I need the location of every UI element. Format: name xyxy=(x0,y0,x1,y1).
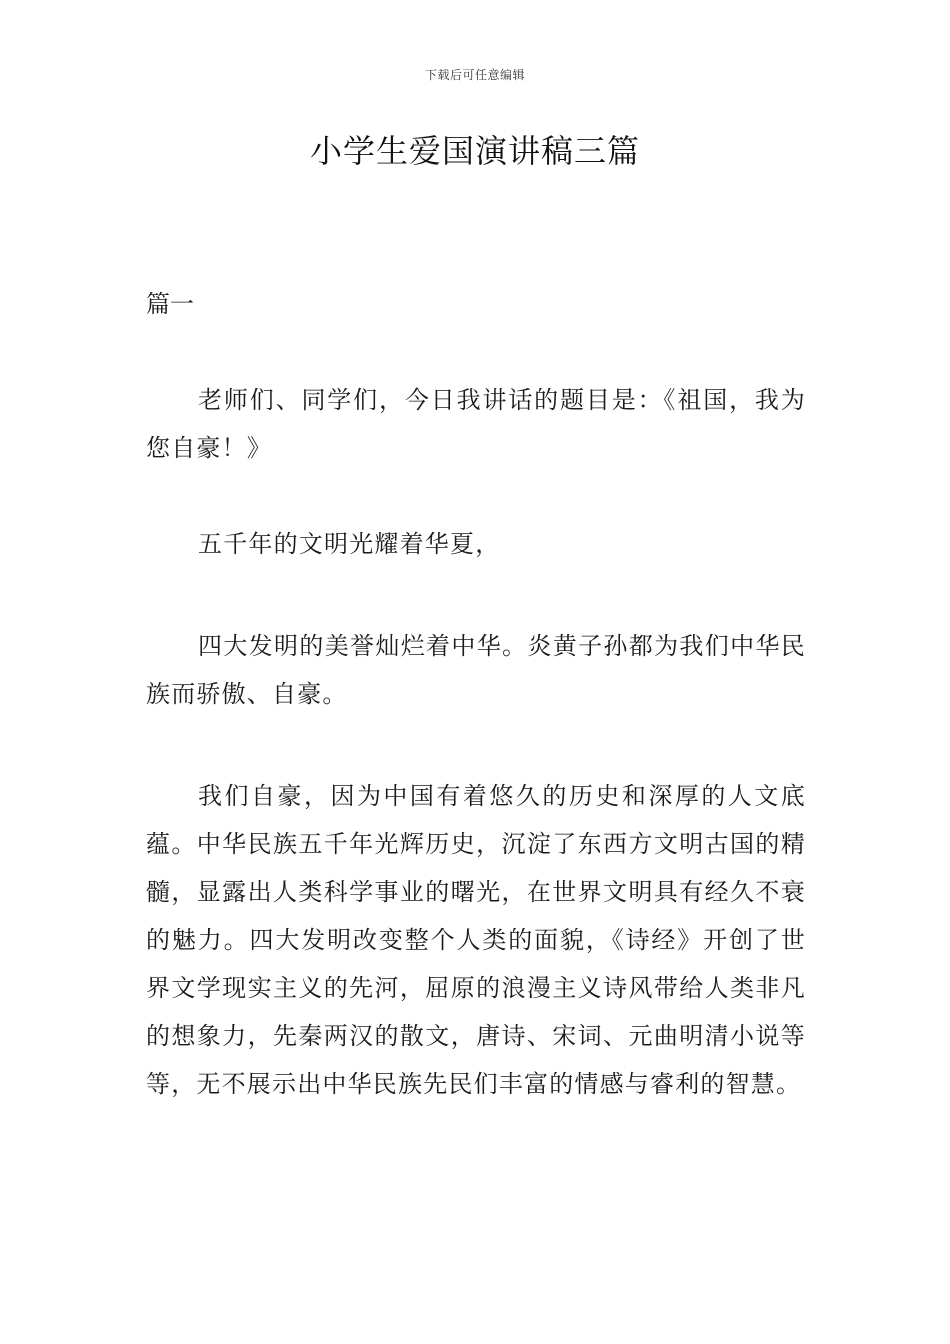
header-note: 下载后可任意编辑 xyxy=(424,68,525,82)
paragraph: 五千年的文明光耀着华夏， xyxy=(198,530,501,558)
section-heading: 篇一 xyxy=(146,290,194,318)
paragraph: 老师们、同学们，今日我讲话的题目是：《祖国，我为您自豪！》 xyxy=(146,386,806,462)
paragraph: 我们自豪，因为中国有着悠久的历史和深厚的人文底蕴。中华民族五千年光辉历史，沉淀了东西方文明古国的精髓，显露出人类科学事业的曙光，在世界文明具有经久不衰的魅力。四大发明改变整个人类的面貌，《诗经》开创了世界文学现实主义的先河，屈原的浪漫主义诗风带给人类非凡的想象力，先秦两汉的散文，唐诗、宋词、元曲明清小说等等，无不展示出中华民族先民们丰富的情感与睿利的智慧。 xyxy=(146,782,806,1098)
document-title: 小学生爱国演讲稿三篇 xyxy=(309,132,640,170)
paragraph: 四大发明的美誉灿烂着中华。炎黄子孙都为我们中华民族而骄傲、自豪。 xyxy=(146,632,806,708)
